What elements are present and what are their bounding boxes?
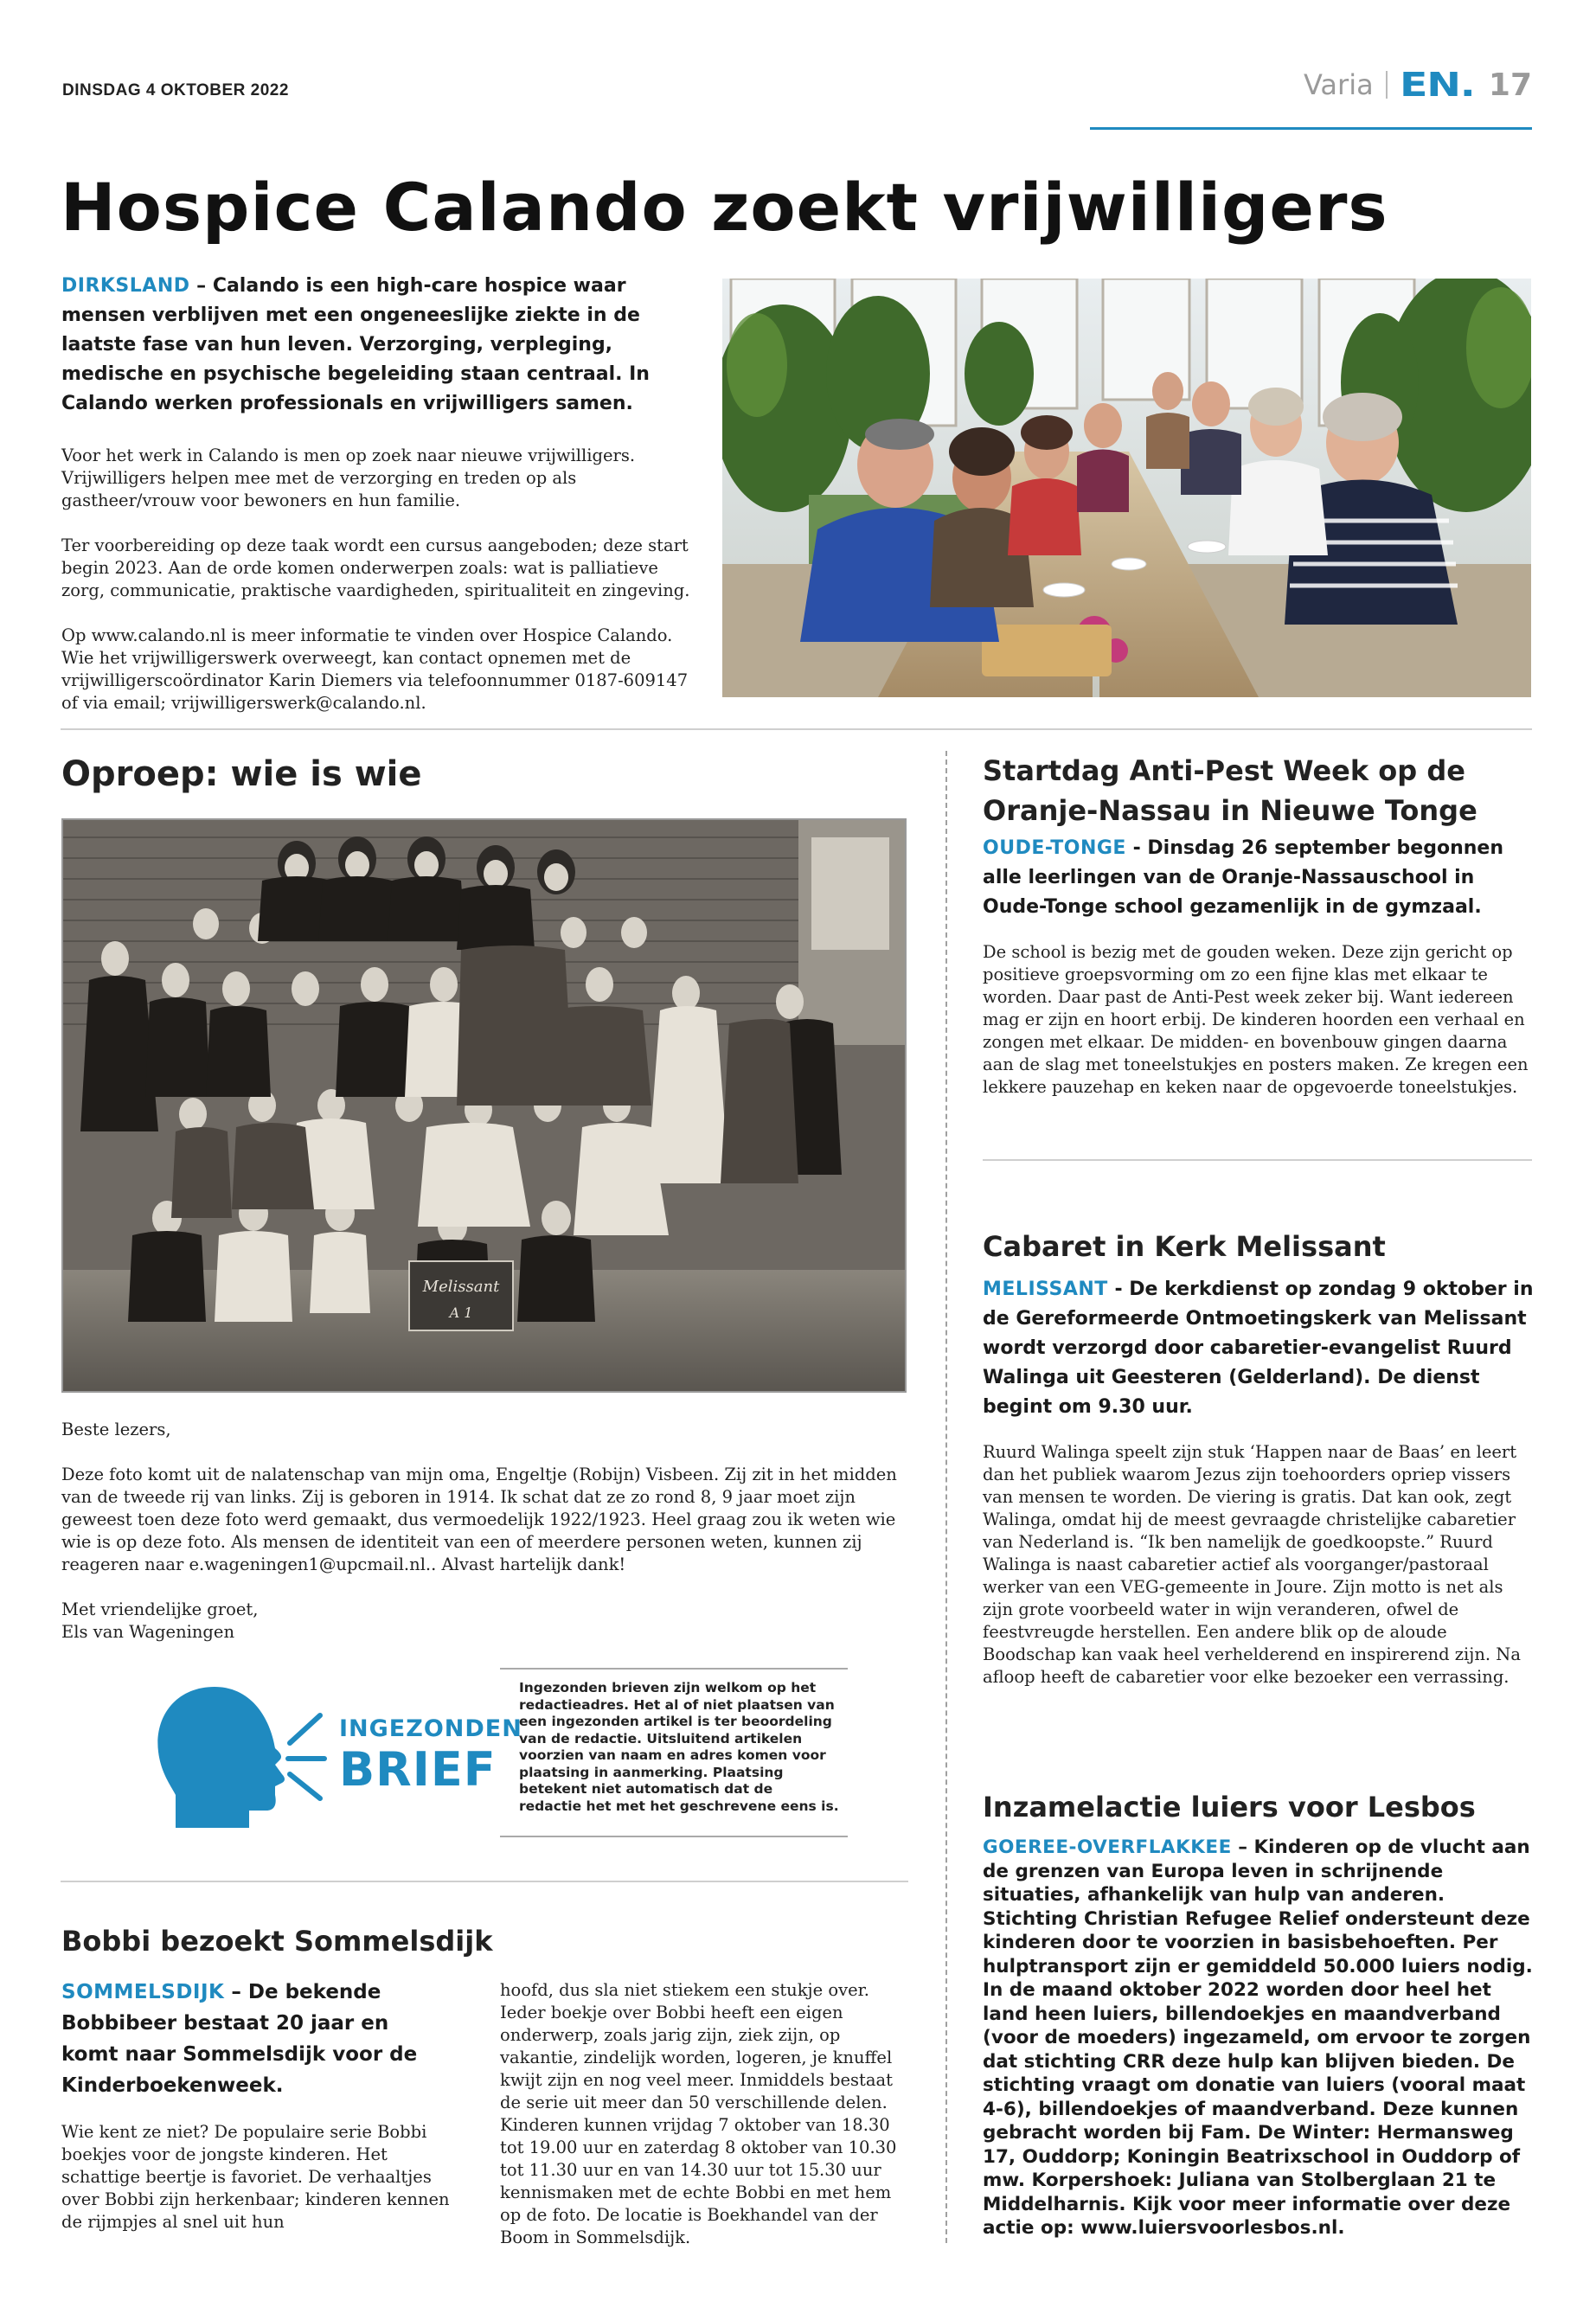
speaking-head-icon	[154, 1682, 292, 1830]
brief-rule-top	[500, 1668, 848, 1670]
sign-text-1: Melissant	[422, 1278, 500, 1296]
cabaret-place: MELISSANT	[983, 1279, 1108, 1300]
antipest-place: OUDE-TONGE	[983, 837, 1126, 859]
cabaret-lead	[983, 1275, 1536, 1422]
bobbi-lead-text: – De bekende Bobbibeer bestaat 20 jaar en komt naar Sommelsdijk voor de Kinderboekenweek.	[61, 1981, 418, 2097]
lesbos-place: GOEREE-OVERFLAKKEE	[983, 1836, 1232, 1858]
oproep-paragraph: Deze foto komt uit de nalatenschap van mijn oma, Engeltje (Robijn) Visbeen. Zij zit in het midden van de tweede rij van links. Zij is geboren in 1914. Ik schat dat ze zo rond 8, 9 jaar moet zijn geweest toen deze foto werd gemaakt, dus vermoedelijk 1922/1923. Heel graag zou ik weten wie wie is op deze foto. Als mensen de identiteit van een of meerdere personen weten, kunnen zij reageren naar e.wageningen1@upcmail.nl.. Alvast hartelijk dank!	[61, 1465, 897, 1574]
hospice-headline: Hospice Calando zoekt vrijwilligers	[61, 169, 1388, 246]
hospice-body	[61, 445, 702, 737]
bobbi-lead	[61, 1977, 425, 2101]
hospice-lead	[61, 272, 702, 419]
oproep-headline: Oproep: wie is wie	[61, 754, 422, 794]
antipest-divider	[983, 1159, 1532, 1161]
bobbi-column-2: hoofd, dus sla niet stiekem een stukje over. Ieder boekje over Bobbi heeft een eigen onderwerp, zoals jarig zijn, ziek zijn, op vakantie, zindelijk worden, logeren, je knuffel kwijt zijn en nog veel meer. Inmiddels bestaat de serie uit meer dan 50 verschillende delen. Kinderen kunnen vrijdag 7 oktober van 18.30 tot 19.00 uur en zaterdag 8 oktober van 10.30 tot 11.30 uur en van 14.30 uur tot 15.30 uur kennismaken met de echte Bobbi en met hem op de foto. De locatie is Boekhandel van der Boom in Sommelsdijk.	[500, 1980, 897, 2247]
publication-logo: EN.	[1399, 66, 1475, 104]
hospice-photo	[722, 279, 1531, 697]
antipest-lead	[983, 834, 1536, 922]
lesbos-lead	[983, 1836, 1536, 2240]
oproep-closing: Met vriendelijke groet,	[61, 1599, 259, 1619]
brief-label-top: INGEZONDEN	[339, 1715, 522, 1742]
column-divider	[945, 751, 947, 2243]
brief-rule-bottom	[500, 1836, 848, 1837]
section-label: Varia	[1304, 68, 1374, 101]
bobbi-headline: Bobbi bezoekt Sommelsdijk	[61, 1925, 493, 1958]
oproep-signature: Els van Wageningen	[61, 1622, 235, 1642]
oproep-body	[61, 1419, 909, 1666]
antipest-body: De school is bezig met de gouden weken. Deze zijn gericht op positieve groepsvorming om zo een fijne klas met elkaar te worden. Daar past de Anti-Pest week zeker bij. Want iedereen mag er zijn en hoort erbij. De kinderen hoorden een verhaal en zongen met elkaar. De midden- en bovenbouw gingen daarna aan de slag met toneelstukjes en posters maken. Ze kregen een lekkere pauzehap en keken naar de opgevoerde toneelstukjes.	[983, 942, 1529, 1097]
bobbi-place: SOMMELSDIJK	[61, 1981, 225, 2003]
brief-label-bottom: BRIEF	[339, 1742, 497, 1797]
header-rule	[1090, 127, 1532, 130]
class-photo	[61, 818, 907, 1393]
sound-lines-icon	[281, 1708, 333, 1804]
sign-text-2: A 1	[449, 1304, 473, 1321]
cabaret-lead-text: - De kerkdienst op zondag 9 oktober in de Gereformeerde Ontmoetingskerk van Melissant wordt verzorgd door cabaretier-evangelist Ruurd Walinga uit Geesteren (Gelderland). De dienst begint om 9.30 uur.	[983, 1279, 1534, 1418]
hospice-paragraph-1: Voor het werk in Calando is men op zoek naar nieuwe vrijwilligers. Vrijwilligers helpen mee met de verzorging en treden op als gastheer/vrouw voor bewoners en hun familie.	[61, 445, 636, 510]
page-header	[1304, 66, 1532, 104]
hospice-lead-text: – Calando is een high-care hospice waar mensen verblijven met een ongeneeslijke ziekte in de laatste fase van hun leven. Verzorging, verpleging, medische en psychische begeleiding staan centraal. In Calando werken professionals en vrijwilligers samen.	[61, 275, 650, 414]
lesbos-lead-text: – Kinderen op de vlucht aan de grenzen van Europa leven in schrijnende situaties, afhankelijk van hulp van anderen. Stichting Christian Refugee Relief ondersteunt deze kinderen door te voorzien in basisbehoeften. Per hulptransport zijn er gemiddeld 50.000 luiers nodig. In de maand oktober 2022 worden door heel het land heen luiers, billendoekjes en maandverband (voor de moeders) ingezameld, om ervoor te zorgen dat stichting CRR deze hulp kan blijven bieden. De stichting vraagt om donatie van luiers (vooral maat 4-6), billendoekjes of maandverband. Deze kunnen gebracht worden bij Fam. De Winter: Hermansweg 17, Ouddorp; Koningin Beatrixschool in Ouddorp of mw. Korpershoek: Juliana van Stolberglaan 21 te Middelharnis. Kijk voor meer informatie over deze actie op: www.luiersvoorlesbos.nl.	[983, 1836, 1533, 2239]
antipest-headline: Startdag Anti-Pest Week op de Oranje-Nassau in Nieuwe Tonge	[983, 754, 1477, 827]
cabaret-body: Ruurd Walinga speelt zijn stuk ‘Happen naar de Baas’ en leert dan het publiek waarom Jezus zijn toehoorders opriep vissers van mensen te worden. De viering is gratis. Dat kan ook, zegt Walinga, omdat hij de meest gevraagde christelijke cabaretier van Nederland is. “Ik ben namelijk de goedkoopste.” Ruurd Walinga is naast cabaretier actief als voorganger/pastoraal werker van een VEG-gemeente in Joure. Zijn motto is net als zijn grote voorbeeld water in wijn veranderen, ofwel de feestvreugde herstellen. Een andere blik op de aloude Boodschap kan vaak heel verhelderend en inspirerend zijn. Na afloop heeft de cabaretier voor elke bezoeker een verrassing.	[983, 1442, 1521, 1687]
cabaret-headline: Cabaret in Kerk Melissant	[983, 1230, 1386, 1263]
hospice-paragraph-2: Ter voorbereiding op deze taak wordt een cursus aangeboden; deze start begin 2023. Aan de orde komen onderwerpen zoals: wat is palliatieve zorg, communicatie, praktische vaardigheden, spiritualiteit en zingeving.	[61, 535, 690, 600]
header-divider	[1386, 71, 1388, 99]
bobbi-divider	[61, 1881, 908, 1882]
page-number: 17	[1488, 67, 1532, 103]
oproep-greeting: Beste lezers,	[61, 1420, 171, 1439]
lesbos-headline: Inzamelactie luiers voor Lesbos	[983, 1791, 1476, 1823]
section-divider	[61, 728, 1532, 730]
hospice-paragraph-3: Op www.calando.nl is meer informatie te vinden over Hospice Calando. Wie het vrijwilligerswerk overweegt, kan contact opnemen met de vrijwilligerscoördinator Karin Diemers via telefoonnummer 0187-609147 of via email; vrijwilligerswerk@calando.nl.	[61, 625, 689, 713]
hospice-place: DIRKSLAND	[61, 275, 190, 297]
antipest-lead-text: - Dinsdag 26 september begonnen alle leerlingen van de Oranje-Nassauschool in Oude-Tonge school gezamenlijk in de gymzaal.	[983, 837, 1503, 918]
issue-date: DINSDAG 4 OKTOBER 2022	[62, 81, 289, 99]
bobbi-column-1: Wie kent ze niet? De populaire serie Bobbi boekjes voor de jongste kinderen. Het schattige beertje is favoriet. De verhaaltjes over Bobbi zijn herkenbaar; kinderen kennen de rijmpjes al snel uit hun	[61, 2122, 450, 2232]
brief-notice: Ingezonden brieven zijn welkom op het redactieadres. Het al of niet plaatsen van een ingezonden artikel is ter beoordeling van de redactie. Uitsluitend artikelen voorzien van naam en adres komen voor plaatsing in aanmerking. Plaatsing betekent niet automatisch dat de redactie het met het geschrevene eens is.	[519, 1680, 839, 1814]
